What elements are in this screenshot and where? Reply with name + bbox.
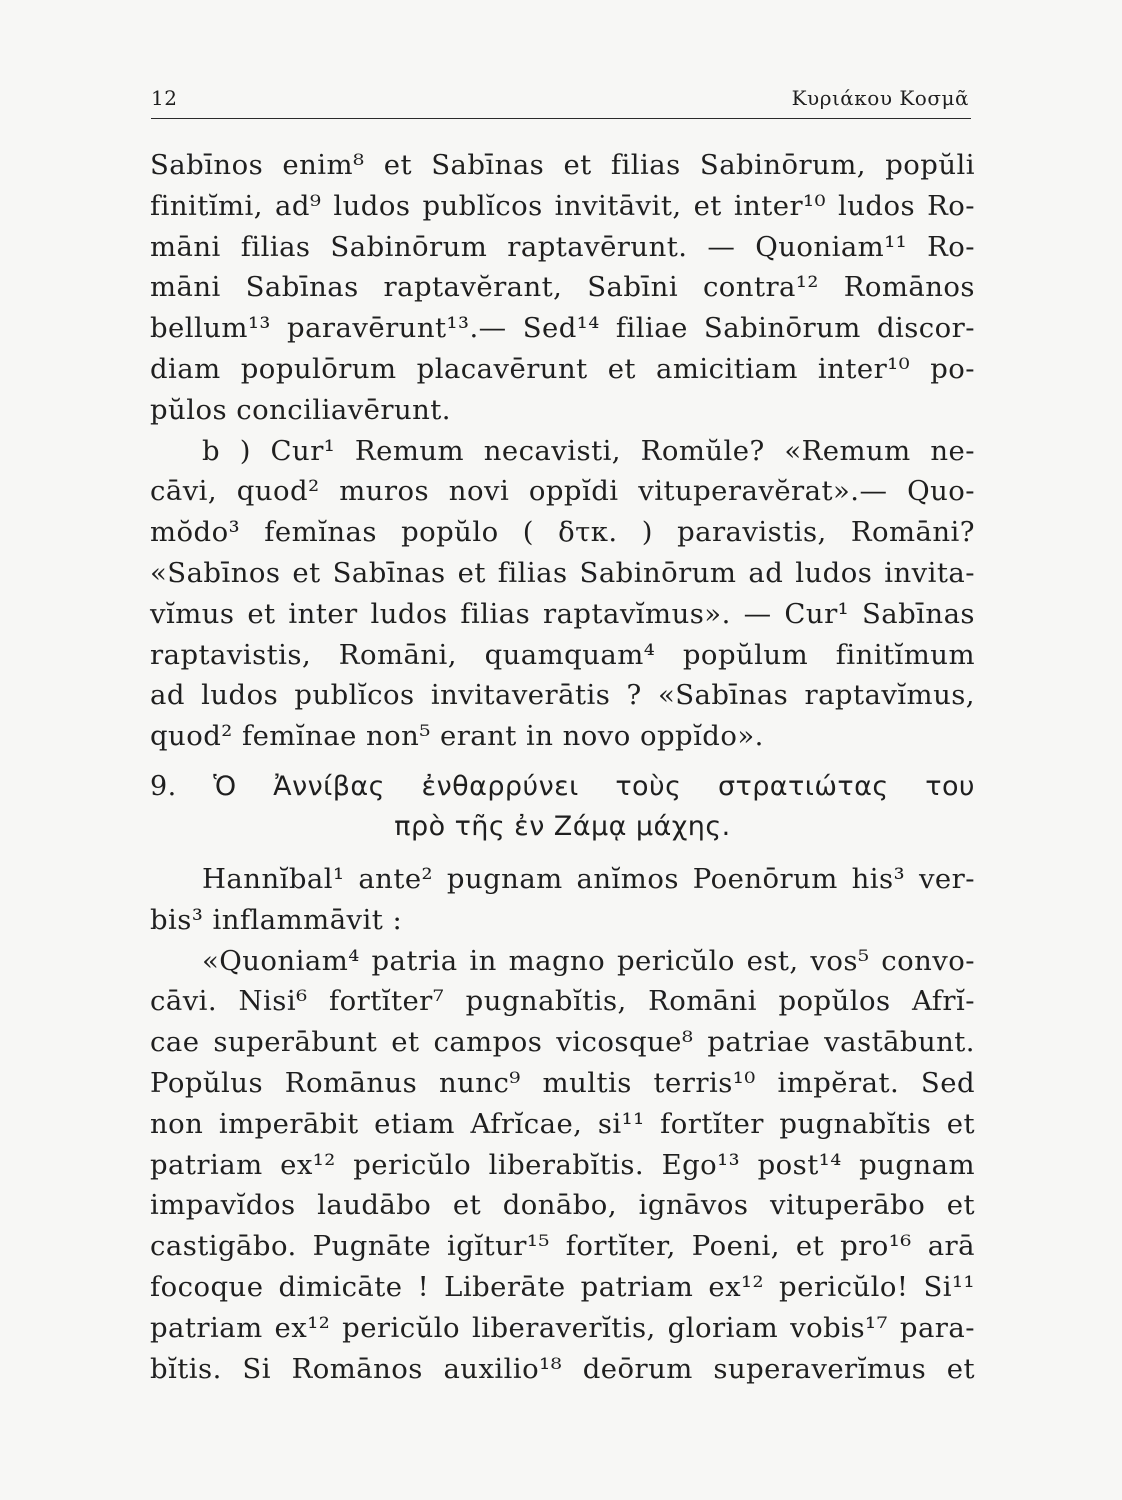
text-line: bis³ inflammāvit : (150, 903, 403, 936)
text-line: «Quoniam⁴ patria in magno pericŭlo est, vos⁵ convo- (202, 944, 975, 977)
section-heading (150, 767, 975, 847)
text-line: bĭtis. Si Romānos auxilio¹⁸ deōrum superaverĭmus et (150, 1352, 975, 1385)
section-title-text: Ὁ Ἀννίβας ἐνθαρρύνει τοὺς στρατιώτας του (213, 770, 975, 802)
paragraph-intro (150, 859, 975, 941)
text-line: pŭlos conciliavērunt. (150, 393, 451, 426)
text-line: mŏdo³ femĭnas popŭlo ( δτκ. ) paravistis, Romāni? (150, 516, 975, 549)
section-title-line-2: πρὸ τῆς ἐν Ζάμᾳ μάχης. (394, 810, 731, 842)
running-title: Κυριάκου Κοσμᾶ (791, 86, 969, 110)
paragraph-b (150, 431, 975, 757)
text-line: bellum¹³ paravērunt¹³.— Sed¹⁴ filiae Sabinōrum discor- (150, 312, 975, 345)
text-line: ad ludos publĭcos invitaverātis ? «Sabīnas raptavĭmus, (150, 679, 975, 712)
text-line: patriam ex¹² pericŭlo liberabĭtis. Ego¹³ post¹⁴ pugnam (150, 1148, 975, 1181)
body-text (150, 145, 975, 1389)
section-number: 9. (150, 770, 177, 802)
text-line: raptavistis, Romāni, quamquam⁴ popŭlum finitĭmum (150, 638, 975, 671)
text-line: cāvi, quod² muros novi oppĭdi vituperavĕrat».— Quo- (150, 475, 975, 508)
running-header (151, 84, 971, 119)
text-line: cāvi. Nisi⁶ fortĭter⁷ pugnabĭtis, Romāni popŭlos Afrĭ- (150, 985, 975, 1018)
text-line: cae superābunt et campos vicosque⁸ patriae vastābunt. (150, 1026, 975, 1059)
text-line: focoque dimicāte ! Liberāte patriam ex¹² pericŭlo! Si¹¹ (150, 1270, 975, 1303)
text-line: māni Sabīnas raptavĕrant, Sabīni contra¹² Romānos (150, 271, 975, 304)
paragraph-speech (150, 941, 975, 1390)
text-line: māni filias Sabinōrum raptavērunt. — Quoniam¹¹ Ro- (150, 230, 975, 263)
text-line: vĭmus et inter ludos filias raptavĭmus». — Cur¹ Sabīnas (150, 597, 975, 630)
text-line: «Sabīnos et Sabīnas et filias Sabinōrum ad ludos invita- (150, 556, 975, 589)
text-line: quod² femĭnae non⁵ erant in novo oppĭdo». (150, 720, 764, 753)
text-line: Hannĭbal¹ ante² pugnam anĭmos Poenōrum his³ ver- (202, 862, 975, 895)
text-line: diam populōrum placavērunt et amicitiam inter¹⁰ po- (150, 352, 975, 385)
text-line: castigābo. Pugnāte igĭtur¹⁵ fortĭter, Poeni, et pro¹⁶ arā (150, 1230, 975, 1263)
text-line: b ) Cur¹ Remum necavisti, Romŭle? «Remum ne- (202, 434, 975, 467)
text-line: patriam ex¹² pericŭlo liberaverĭtis, gloriam vobis¹⁷ para- (150, 1311, 975, 1344)
section-title-line-1 (150, 767, 975, 807)
text-line: Sabīnos enim⁸ et Sabīnas et filias Sabinōrum, popŭli (150, 149, 975, 181)
text-line: impavĭdos laudābo et donābo, ignāvos vituperābo et (150, 1189, 975, 1222)
text-line: Popŭlus Romānus nunc⁹ multis terris¹⁰ impĕrat. Sed (150, 1066, 975, 1099)
paragraph-a (150, 145, 975, 431)
text-line: non imperābit etiam Afrĭcae, si¹¹ fortĭter pugnabĭtis et (150, 1107, 975, 1140)
text-line: finitĭmi, ad⁹ ludos publĭcos invitāvit, et inter¹⁰ ludos Ro- (150, 189, 975, 222)
page-number: 12 (151, 86, 178, 110)
